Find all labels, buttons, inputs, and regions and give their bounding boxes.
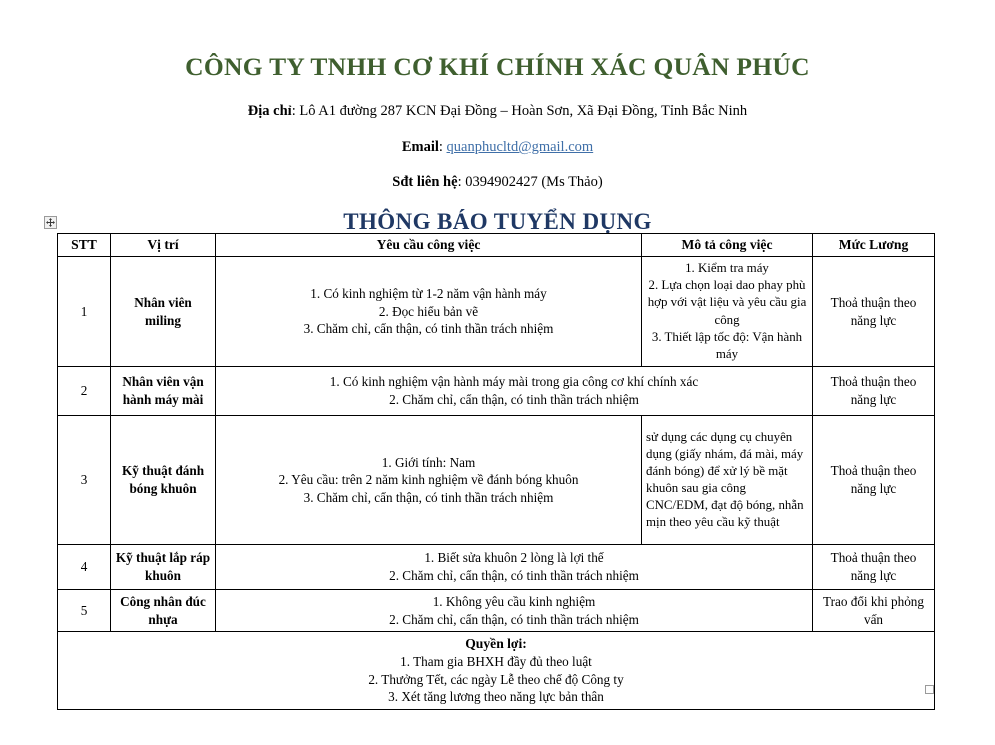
company-email <box>0 139 995 156</box>
cell-position: Nhân viên miling <box>111 257 216 367</box>
benefits-title: Quyền lợi: <box>465 636 527 652</box>
cell-description <box>642 257 813 367</box>
requirement-line: 1. Có kinh nghiệm từ 1-2 năm vận hành máy <box>310 286 547 302</box>
benefit-item: 2. Thưởng Tết, các ngày Lễ theo chế độ Công ty <box>368 671 624 687</box>
table-move-handle-icon[interactable] <box>44 216 57 229</box>
table-row <box>58 416 935 545</box>
cell-position: Công nhân đúc nhựa <box>111 590 216 632</box>
cell-stt: 3 <box>58 416 111 545</box>
benefit-item: 1. Tham gia BHXH đầy đủ theo luật <box>400 654 592 670</box>
email-link[interactable]: quanphucltd@gmail.com <box>446 139 594 156</box>
requirement-line: 1. Có kinh nghiệm vận hành máy mài trong gia công cơ khí chính xác <box>329 374 699 390</box>
cell-stt: 4 <box>58 545 111 590</box>
description-line: 1. Kiểm tra máy <box>685 261 769 276</box>
requirement-line: 2. Đọc hiểu bản vẽ <box>378 303 479 319</box>
address-label: Địa chỉ <box>247 103 292 120</box>
cell-position: Kỹ thuật lắp ráp khuôn <box>111 545 216 590</box>
phone-label: Sđt liên hệ <box>392 174 458 191</box>
jobs-table <box>57 233 935 710</box>
cell-requirements <box>216 257 642 367</box>
requirement-line: 3. Chăm chỉ, cẩn thận, có tinh thần trách nhiệm <box>303 321 554 337</box>
cell-requirements <box>216 416 642 545</box>
benefits-cell <box>58 632 935 710</box>
table-row <box>58 545 935 590</box>
table-row <box>58 257 935 367</box>
document-header <box>0 0 995 235</box>
cell-requirements <box>216 590 813 632</box>
benefit-item: 3. Xét tăng lương theo năng lực bản thân <box>388 689 604 705</box>
cell-stt: 5 <box>58 590 111 632</box>
cell-salary: Trao đổi khi phỏng vấn <box>813 590 935 632</box>
requirement-line: 2. Chăm chỉ, cẩn thận, có tinh thần trách nhiệm <box>389 568 639 584</box>
company-phone <box>0 174 995 191</box>
email-separator: : <box>438 139 447 156</box>
table-row <box>58 590 935 632</box>
cell-salary: Thoả thuận theo năng lực <box>813 416 935 545</box>
requirement-line: 2. Yêu cầu: trên 2 năm kinh nghiệm về đánh bóng khuôn <box>278 472 579 488</box>
table-header-row <box>58 234 935 257</box>
requirement-line: 1. Biết sửa khuôn 2 lòng là lợi thế <box>424 550 604 566</box>
email-label: Email <box>401 139 439 156</box>
description-line: 3. Thiết lập tốc độ: Vận hành máy <box>651 329 803 361</box>
column-header-requirements: Yêu cầu công việc <box>216 234 642 257</box>
cell-stt: 2 <box>58 367 111 416</box>
column-header-stt: STT <box>58 234 111 257</box>
requirement-line: 1. Giới tính: Nam <box>381 454 476 470</box>
requirement-line: 2. Chăm chỉ, cẩn thận, có tinh thần trách nhiệm <box>389 392 639 408</box>
cell-position: Kỹ thuật đánh bóng khuôn <box>111 416 216 545</box>
phone-value: : 0394902427 (Ms Thảo) <box>457 174 603 191</box>
table-resize-handle[interactable] <box>925 685 934 694</box>
company-name: CÔNG TY TNHH CƠ KHÍ CHÍNH XÁC QUÂN PHÚC <box>185 52 810 81</box>
company-address <box>0 102 995 121</box>
column-header-position: Vị trí <box>111 234 216 257</box>
cell-position: Nhân viên vận hành máy mài <box>111 367 216 416</box>
cell-requirements <box>216 367 813 416</box>
cell-stt: 1 <box>58 257 111 367</box>
table-row <box>58 367 935 416</box>
cell-salary: Thoả thuận theo năng lực <box>813 367 935 416</box>
column-header-salary: Mức Lương <box>813 234 935 257</box>
address-value: : Lô A1 đường 287 KCN Đại Đồng – Hoàn Sơn, Xã Đại Đồng, Tỉnh Bắc Ninh <box>291 103 748 120</box>
requirement-line: 3. Chăm chỉ, cẩn thận, có tinh thần trách nhiệm <box>303 489 554 505</box>
jobs-table-container <box>57 233 934 710</box>
benefits-row <box>58 632 935 710</box>
cell-description: sử dụng các dụng cụ chuyên dụng (giấy nhám, đá mài, máy đánh bóng) để xử lý bề mặt khuôn sau gia công CNC/EDM, đạt độ bóng, nhẵn mịn theo yêu cầu kỹ thuật <box>642 416 813 545</box>
description-line: 2. Lựa chọn loại dao phay phù hợp với vật liệu và yêu cầu gia công <box>647 278 807 327</box>
requirement-line: 2. Chăm chỉ, cẩn thận, có tinh thần trách nhiệm <box>389 611 639 627</box>
column-header-description: Mô tả công việc <box>642 234 813 257</box>
cell-requirements <box>216 545 813 590</box>
cell-salary: Thoả thuận theo năng lực <box>813 545 935 590</box>
cell-salary: Thoả thuận theo năng lực <box>813 257 935 367</box>
requirement-line: 1. Không yêu cầu kinh nghiệm <box>432 594 596 610</box>
document-title: THÔNG BÁO TUYỂN DỤNG <box>343 209 652 235</box>
